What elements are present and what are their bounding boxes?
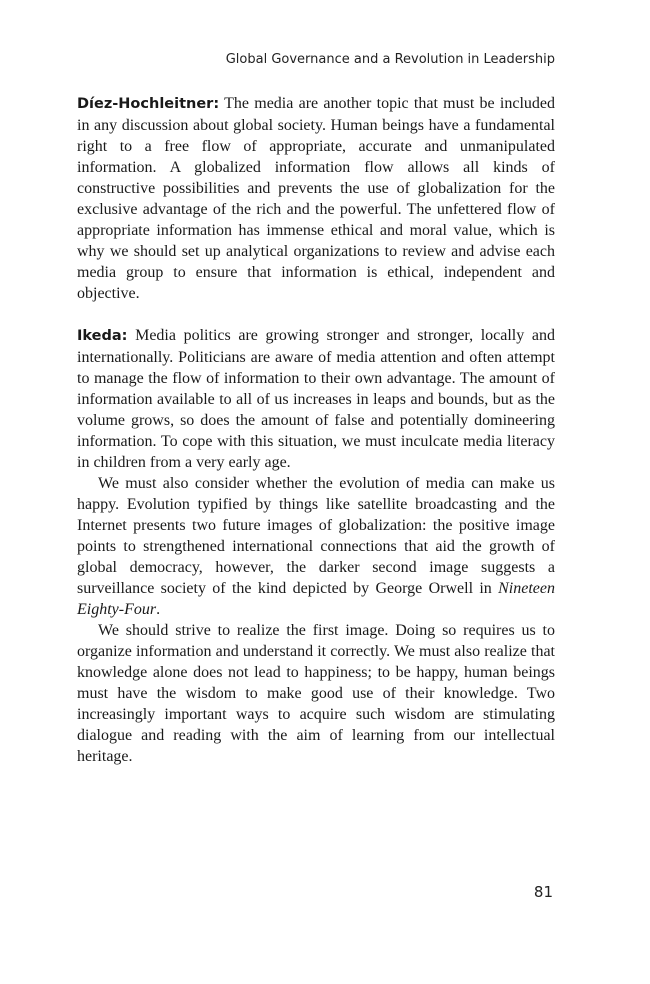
speaker-name: Díez-Hochleitner: <box>77 96 220 112</box>
paragraph-text: Media politics are growing stronger and stronger, locally and internationally. Politicians are aware of media attention and often attempt to manage the flow of information to their own advantage. The amount of information available to all of us increases in leaps and bounds, but as the volume grows, so does the amount of false and potentially domineering information. To cope with this situation, we must inculcate media literacy in children from a very early age. <box>77 327 555 471</box>
paragraph-evolution <box>77 473 555 620</box>
running-head: Global Governance and a Revolution in Leadership <box>225 52 555 67</box>
paragraph-text: We should strive to realize the first image. Doing so requires us to organize information and understand it correctly. We must also realize that knowledge alone does not lead to happiness; to be happy, human beings must have the wisdom to make good use of their knowledge. Two increasingly important ways to acquire such wisdom are stimulating dialogue and reading with the aim of learning from our intellectual heritage. <box>77 622 555 765</box>
paragraph-text: We must also consider whether the evolution of media can make us happy. Evolution typified by things like satellite broadcasting and the Internet presents two future images of globalization: the positive image points to strengthened international connections that aid the growth of global democracy, however, the darker second image suggests a surveillance society of the kind depicted by George Orwell in <box>77 475 555 597</box>
book-title: Nineteen Eighty-Four <box>77 580 555 618</box>
paragraph-text: The media are another topic that must be included in any discussion about global society. Human beings have a fundamental right to a free flow of appropriate, accurate and unmanipulated information. A globalized information flow allows all kinds of constructive possibilities and prevents the use of globalization for the exclusive advantage of the rich and the powerful. The unfettered flow of appropriate information has immense ethical and moral value, which is why we should set up analytical organizations to review and advise each media group to ensure that information is ethical, independent and objective. <box>77 95 555 302</box>
body-text <box>77 93 555 767</box>
paragraph-ikeda <box>77 325 555 473</box>
paragraph-first-image <box>77 620 555 767</box>
paragraph-diez-hochleitner <box>77 93 555 304</box>
page-number: 81 <box>533 883 553 901</box>
paragraph-text-end: . <box>156 601 161 618</box>
speaker-name: Ikeda: <box>77 328 128 344</box>
